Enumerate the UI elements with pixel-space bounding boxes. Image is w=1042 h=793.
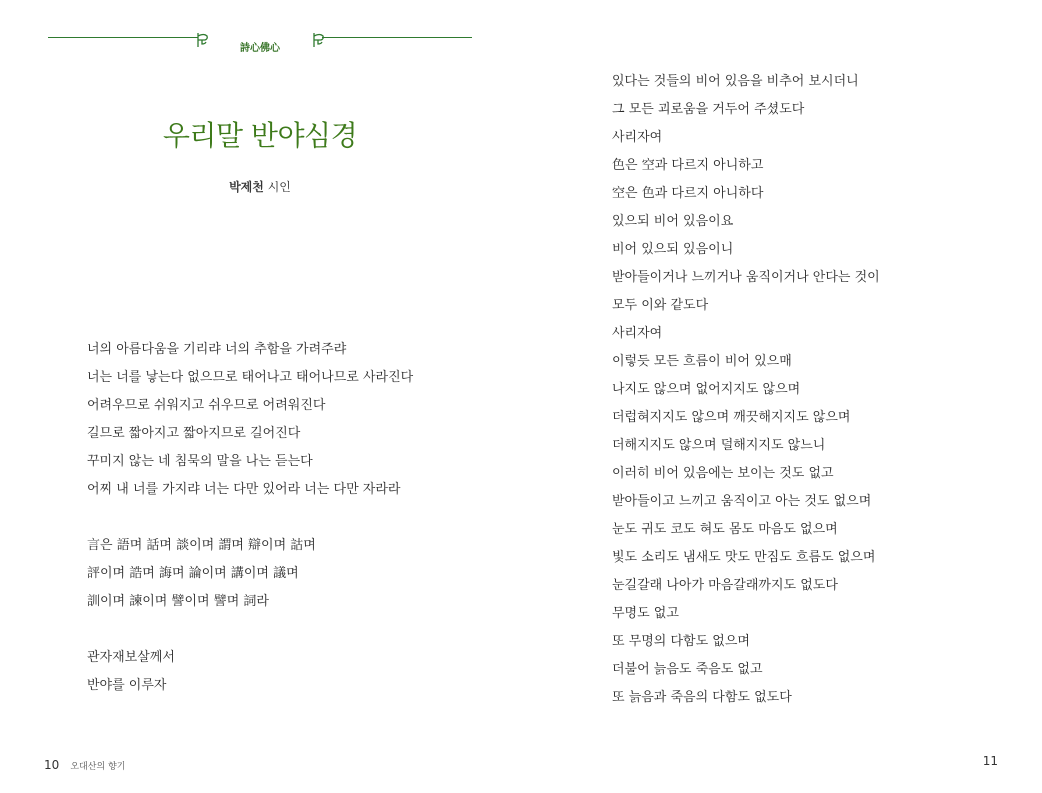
poem-line: 있으되 비어 있음이요 xyxy=(612,214,734,229)
poem-line: 이러히 비어 있음에는 보이는 것도 없고 xyxy=(612,466,834,481)
poem-line: 관자재보살께서 xyxy=(87,650,175,665)
poem-line: 사리자여 xyxy=(612,326,663,341)
poem-author xyxy=(48,178,472,195)
footer-left xyxy=(44,754,125,773)
poem-line: 評이며 誥며 誨며 論이며 講이며 議며 xyxy=(87,566,299,581)
poem-line: 모두 이와 같도다 xyxy=(612,298,709,313)
author-name: 박제천 xyxy=(229,180,264,194)
author-role: 시인 xyxy=(267,180,291,194)
poem-right-column xyxy=(612,72,1012,716)
poem-line: 길므로 짧아지고 짧아지므로 길어진다 xyxy=(87,426,301,441)
magazine-section-title: 詩心佛心 xyxy=(240,43,280,54)
poem-line: 어찌 내 너를 가지랴 너는 다만 있어라 너는 다만 자라라 xyxy=(87,482,401,497)
poem-line: 무명도 없고 xyxy=(612,606,679,621)
poem-line: 사리자여 xyxy=(612,130,663,145)
poem-line: 받아들이고 느끼고 움직이고 아는 것도 없으며 xyxy=(612,494,872,509)
poem-left-column xyxy=(87,340,507,704)
poem-line: 또 늙음과 죽음의 다함도 없도다 xyxy=(612,690,792,705)
poem-line: 나지도 않으며 없어지지도 않으며 xyxy=(612,382,801,397)
poem-title: 우리말 반야심경 xyxy=(162,119,358,152)
page-number-right: 11 xyxy=(982,754,998,768)
poem-line: 너는 너를 낳는다 없으므로 태어나고 태어나므로 사라진다 xyxy=(87,370,414,385)
poem-line: 言은 語며 話며 談이며 謂며 辯이며 詁며 xyxy=(87,538,316,553)
magazine-name: 오대산의 향기 xyxy=(70,762,126,772)
poem-line: 받아들이거나 느끼거나 움직이거나 안다는 것이 xyxy=(612,270,880,285)
page-header xyxy=(48,32,472,56)
poem-line: 눈도 귀도 코도 혀도 몸도 마음도 없으며 xyxy=(612,522,838,537)
poem-line: 이렇듯 모든 흐름이 비어 있으매 xyxy=(612,354,792,369)
poem-line: 있다는 것들의 비어 있음을 비추어 보시더니 xyxy=(612,74,859,89)
poem-line: 空은 色과 다르지 아니하다 xyxy=(612,186,764,201)
page-number-left: 10 xyxy=(44,758,60,772)
poem-line: 더해지지도 않으며 덜해지지도 않느니 xyxy=(612,438,826,453)
stanza-break xyxy=(87,508,507,536)
poem-line: 色은 空과 다르지 아니하고 xyxy=(612,158,764,173)
poem-line: 그 모든 괴로움을 거두어 주셨도다 xyxy=(612,102,805,117)
header-rule-right xyxy=(322,37,472,38)
poem-line: 너의 아름다움을 기리랴 너의 추함을 가려주랴 xyxy=(87,342,347,357)
poem-line: 꾸미지 않는 네 침묵의 말을 나는 듣는다 xyxy=(87,454,313,469)
poem-line: 더럽혀지지도 않으며 깨끗해지지도 않으며 xyxy=(612,410,851,425)
poem-line: 더불어 늙음도 죽음도 없고 xyxy=(612,662,763,677)
poem-line: 어려우므로 쉬워지고 쉬우므로 어려워진다 xyxy=(87,398,326,413)
poem-line: 訓이며 諫이며 譬이며 譬며 詞라 xyxy=(87,594,269,609)
poem-line: 빛도 소리도 냄새도 맛도 만짐도 흐름도 없으며 xyxy=(612,550,876,565)
poem-line: 반야를 이루자 xyxy=(87,678,167,693)
leaf-ornament-icon xyxy=(312,32,326,48)
poem-line: 비어 있으되 있음이니 xyxy=(612,242,734,257)
poem-line: 눈길갈래 나아가 마음갈래까지도 없도다 xyxy=(612,578,838,593)
stanza-break xyxy=(87,620,507,648)
poem-line: 또 무명의 다함도 없으며 xyxy=(612,634,750,649)
header-rule-left xyxy=(48,37,198,38)
